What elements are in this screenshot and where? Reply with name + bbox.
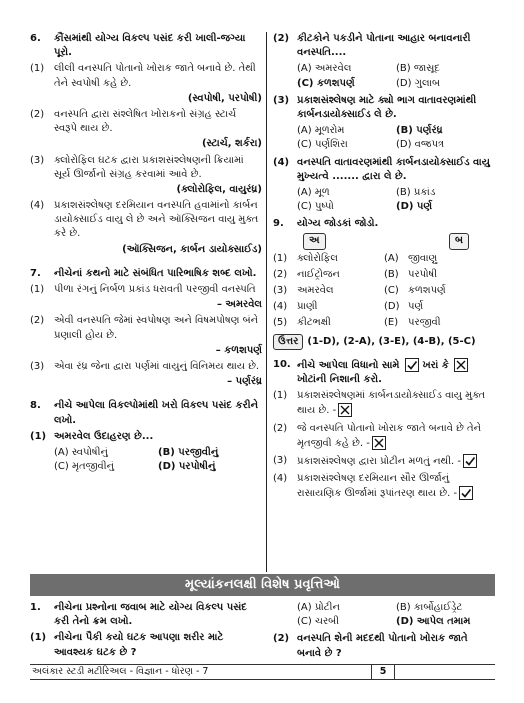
question-mcq-4: (4) વનસ્પતિ વાતાવરણમાંથી કાર્બનડાયોક્સાઈડ વાયુ મુખ્યત્વે ....... દ્વારા લે છે. xyxy=(273,156,490,182)
list-item: (3) ક્લોરોફિલ ઘટક દ્વારા પ્રકાશસંશ્લેષણની ક્રિયામાં સૂર્ય ઊર્જાનો સંગ્રહ કરવામાં આવે છે. xyxy=(30,154,244,180)
question-9: 9. યોગ્ય જોડકાં જોડો. xyxy=(273,218,379,230)
right-column xyxy=(273,32,495,504)
question-2: (2) વનસ્પતિ શેની મદદથી પોતાનો ખોરાક જાતે બનાવે છે ? xyxy=(273,633,468,659)
answer-hint: (સ્ટાર્ચ, શર્કરા) xyxy=(201,138,262,150)
list-item: (2) વનસ્પતિ દ્વારા સંશ્લેષિત ખોરાકનો સંગ્રહ સ્ટાર્ચ સ્વરૂપે થાય છે. xyxy=(30,108,237,135)
question-1-sub-1: (1) નીચેના પૈકી કયો ઘટક આપણા શરીર માટે આવશ્યક ઘટક છે ? xyxy=(30,632,224,658)
question-mcq-2: (2) કીટકોને પકડીને પોતાના આહાર બનાવનારી વનસ્પતિ.... xyxy=(273,33,471,59)
table-row: (2) નાઈટ્રોજન (B) પરપોષી xyxy=(273,268,438,280)
table-row: (3) અમરવેલ (C) કળશપર્ણ xyxy=(273,285,446,296)
options: (A) મૂળરોમ (B) પર્ણરંધ્ર (C) પર્ણશિરા (D) વજ્રપત્ર xyxy=(297,125,445,151)
section-banner: મૂલ્યાંકનલક્ષી વિશેષ પ્રવૃત્તિઓ xyxy=(30,574,495,596)
question-mcq-3: (3) પ્રકાશસંશ્લેષણ માટે ક્યો ભાગ વાતાવરણમાંથી કાર્બનડાયોક્સાઈડ લે છે. xyxy=(273,94,477,120)
answer-line xyxy=(273,334,495,350)
table-row: (1) ક્લોરોફિલ (A) જીવાણુ xyxy=(273,252,438,264)
list-item: (2) જે વનસ્પતિ પોતાનો ખોરાક જાતે બનાવે છે તેને મૃતજીવી કહે છે. - xyxy=(273,422,482,449)
cross-box-icon xyxy=(372,436,386,450)
list-item: (4) પ્રકાશસંશ્લેષણ દરમિયાન સૌર ઊર્જાનું રાસાયણિક ઊર્જામાં રૂપાંતરણ થાય છે. - xyxy=(273,472,495,501)
options: (A) મૂળ (B) પ્રકાંડ (C) પુષ્પો (D) પર્ણ xyxy=(297,186,436,213)
list-item: (2) એવી વનસ્પતિ જેમાં સ્વપોષણ અને વિષમપોષણ બંને પ્રણાલી હોય છે. xyxy=(30,315,259,341)
match-table xyxy=(273,252,495,331)
tick-box-icon xyxy=(459,486,473,500)
answer-label: ઉત્તર xyxy=(273,334,303,350)
answer-term: – પર્ણરંધ્ર xyxy=(227,376,262,388)
list-item: (1) લીલી વનસ્પતિ પોતાનો ખોરાક જાતે બનાવે છે. તેથી તેને સ્વપોષી કહે છે. xyxy=(30,63,256,89)
list-item: (3) એવા રંધ્ર જેના દ્વારા પર્ણમાં વાયુનું વિનિમય થાય છે. xyxy=(30,360,260,372)
answer-term: – કળશપર્ણ xyxy=(215,344,262,356)
list-item: (1) પ્રકાશસંશ્લેષણમાં કાર્બનડાયોક્સાઈડ વાયુ મુક્ત થાય છે. - xyxy=(273,390,486,417)
tick-box-icon xyxy=(405,358,419,372)
question-1: 1. નીચેના પ્રશ્નોના જવાબ માટે યોગ્ય વિકલ્પ પસંદ કરી તેનો ક્રમ લખો. xyxy=(30,602,247,628)
match-headers xyxy=(303,233,469,249)
question-7: 7. નીચેનાં કથનો માટે સંબંધિત પારિભાષિક શબ્દ લખો. xyxy=(30,267,257,279)
table-row: (5) કીટભક્ષી (E) પરજીવી xyxy=(273,317,441,329)
answer-hint: (ઑક્સિજન, કાર્બન ડાયોક્સાઈડ) xyxy=(122,243,262,255)
footer-title: અલંકાર સ્ટડી મટીરિઅલ - વિજ્ઞાન - ધોરણ - 7 xyxy=(32,666,209,677)
page-footer xyxy=(30,664,495,680)
options: (A) અમરવેલ (B) જાસૂદ (C) કળશપર્ણ (D) ગુલાબ xyxy=(297,63,441,89)
question-8-sub-1: (1) અમરવેલ ઉદાહરણ છે... xyxy=(30,430,154,442)
question-8: 8. નીચે આપેલા વિકલ્પોમાંથી ખરો વિકલ્પ પસંદ કરીને લખો. xyxy=(30,400,259,426)
list-item: (1) પીળા રંગનું નિર્બળ પ્રકાંડ ધરાવતી પરજીવી વનસ્પતિ xyxy=(30,284,256,295)
bottom-left-column xyxy=(30,601,262,662)
column-divider xyxy=(266,32,267,572)
table-row: (4) પ્રાણી (D) પર્ણ xyxy=(273,301,424,313)
answer-text: (1-D), (2-A), (3-E), (4-B), (5-C) xyxy=(307,335,476,347)
cross-box-icon xyxy=(454,358,468,372)
options: (A) સ્વપોષીનું (B) પરજીવીનું (C) મૃતજીવીનું (D) પરપોષીનું xyxy=(54,446,219,473)
answer-term: – અમરવેલ xyxy=(216,299,262,311)
tick-box-icon xyxy=(463,454,477,468)
column-a-header: અ xyxy=(303,233,326,249)
question-6: 6. કૌંસમાંથી યોગ્ય વિકલ્પ પસંદ કરી ખાલી-જગ્યા પૂરો. xyxy=(30,33,246,59)
cross-box-icon xyxy=(338,403,352,417)
list-item: (3) પ્રકાશસંશ્લેષણ દ્વારા પ્રોટીન મળતું નથી. - xyxy=(273,454,495,469)
list-item: (4) પ્રકાશસંશ્લેષણ દરમિયાન વનસ્પતિ હવામાંનો કાર્બન ડાયોક્સાઈડ વાયુ લે છે અને ઑક્સિજન વાયુ મુક્ત કરે છે. xyxy=(30,200,259,240)
answer-hint: (ક્લોરોફિલ, વાયુરંધ્ર) xyxy=(176,183,262,195)
bottom-right-column xyxy=(273,601,495,663)
options: (A) પ્રોટીન (B) કાર્બોહાઈડ્રેટ (C) ચરબી (D) આપેલ તમામ xyxy=(297,602,471,628)
column-b-header: બ xyxy=(449,233,469,249)
q6-items xyxy=(30,62,262,256)
page-number: 5 xyxy=(371,665,395,679)
answer-hint: (સ્વપોષી, પરપોષી) xyxy=(187,92,262,104)
left-column xyxy=(30,32,262,477)
question-10: 10. નીચે આપેલા વિધાનો સામે ખરાં કે ખોટાંની નિશાની કરો. xyxy=(273,358,495,387)
